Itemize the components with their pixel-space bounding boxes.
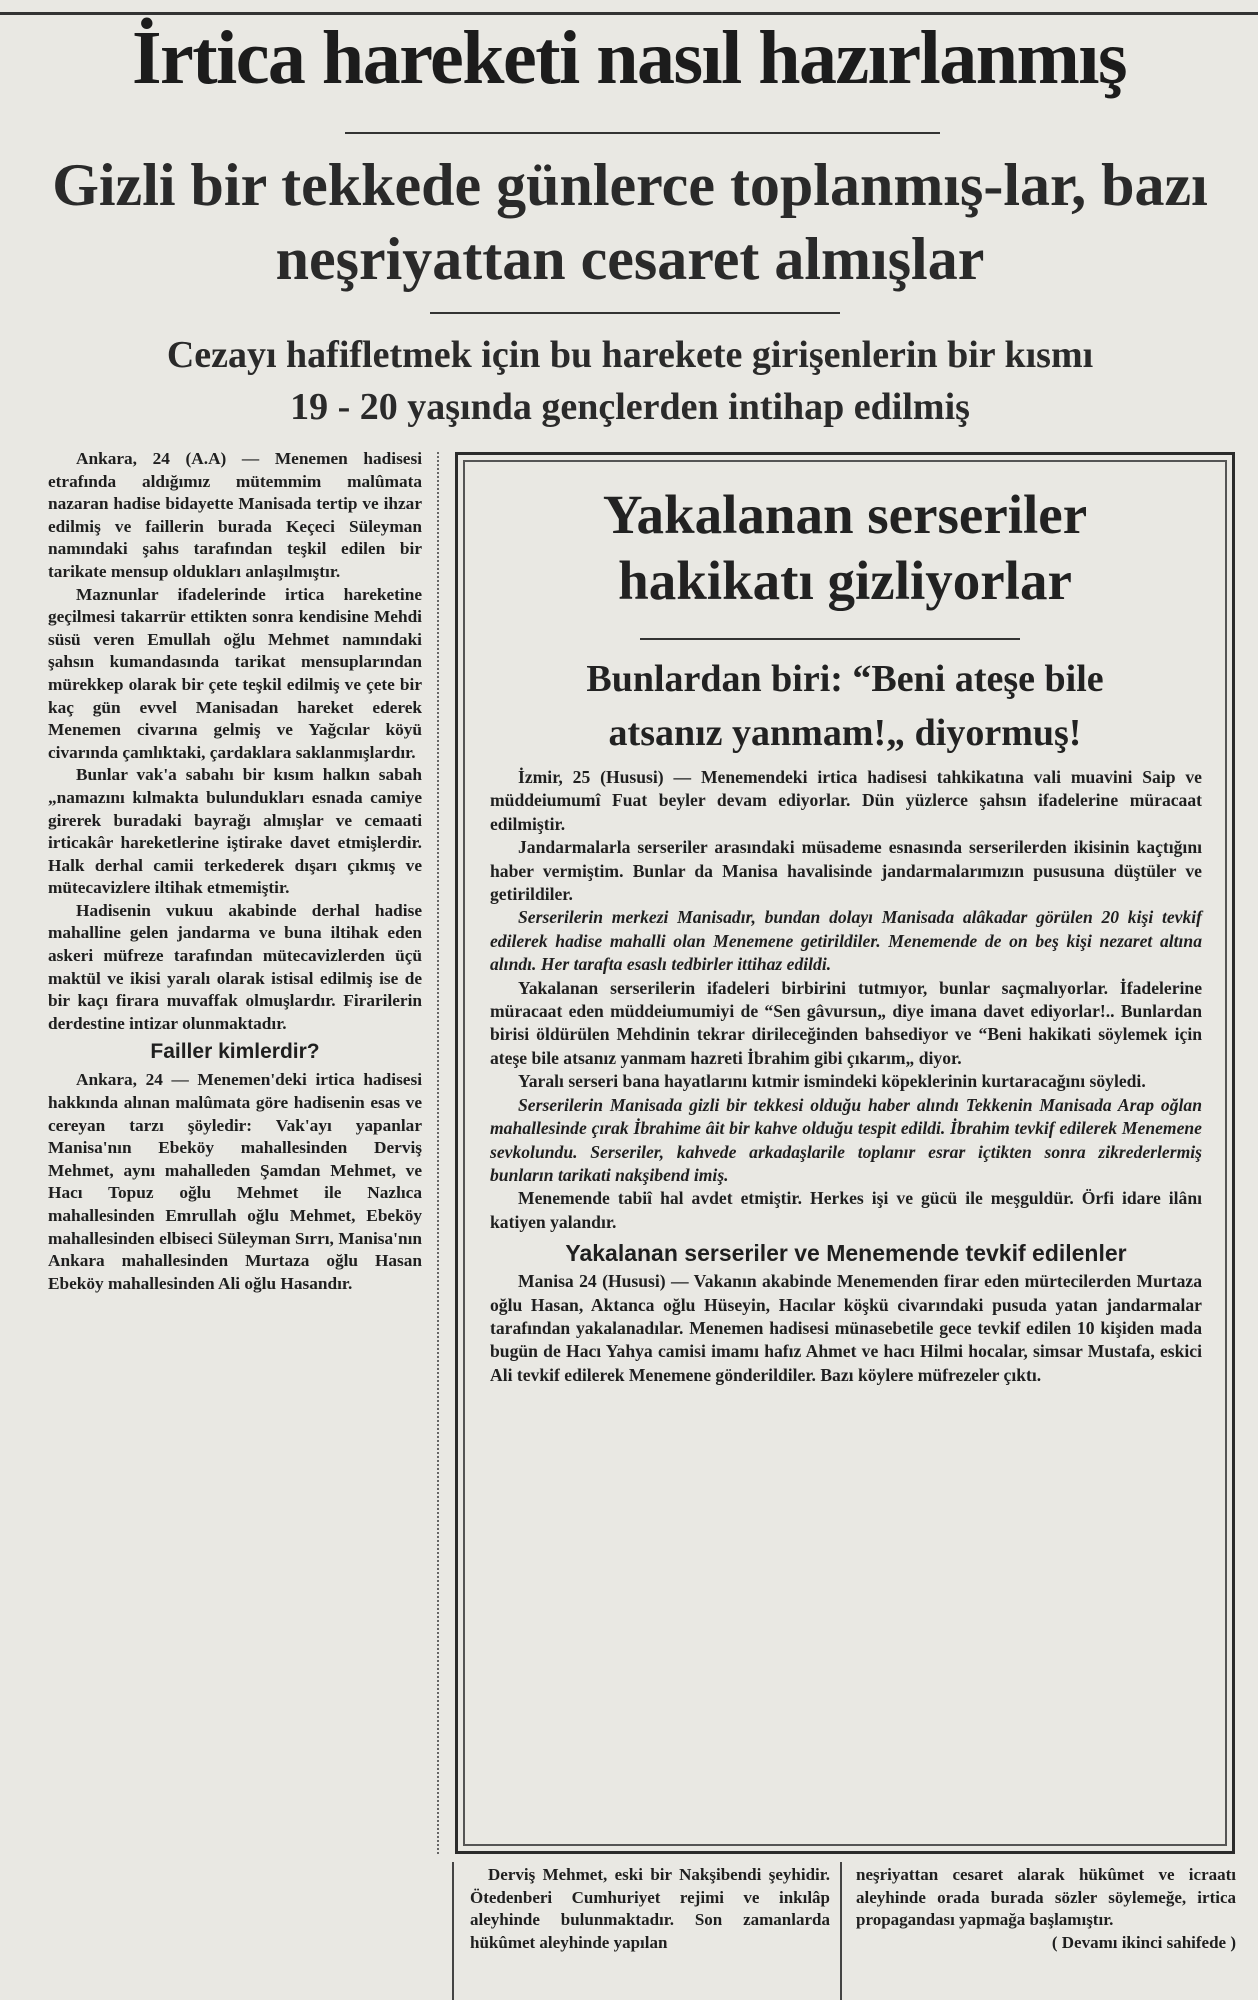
bottom-separator-left bbox=[452, 1862, 454, 2000]
article-paragraph-italic: Serserilerin merkezi Manisadır, bundan dolayı Manisada alâkadar görülen 20 kişi tevkif edilerek hadise mahalli olan Menemene getirildiler. Menemende de on beş kişi nezaret altına alındı. Her tarafta esaslı tedbirler ittihaz edildi. bbox=[490, 907, 1202, 975]
article-paragraph: Menemende tabiî hal avdet etmiştir. Herkes işi ve gücü ile meşguldür. Örfi idare ilânı katiyen yalandır. bbox=[490, 1188, 1202, 1232]
article-paragraph: İzmir, 25 (Hususi) — Menemendeki irtica hadisesi tahkikatına vali muavini Saip ve müddeiumumî Fuat beyler devam ediyorlar. Dün yüzlerce şahsın ifadelerine müracaat edilmiştir. bbox=[490, 767, 1202, 834]
column-separator bbox=[437, 452, 449, 1854]
article-paragraph: neşriyattan cesaret alarak hükûmet ve icraatı aleyhinde orada burada sözler söylemeğe, irtica propagandası yapmağa başlamıştır. bbox=[856, 1865, 1236, 1930]
tertiary-headline-line2: 19 - 20 yaşında gençlerden intihap edilmiş bbox=[290, 386, 970, 428]
divider-1 bbox=[345, 132, 940, 134]
divider-top bbox=[0, 12, 1258, 15]
box-subtitle-line2: atsanız yanmam!„ diyormuş! bbox=[608, 712, 1082, 754]
box-title-line2: hakikatı gizliyorlar bbox=[618, 550, 1072, 611]
box-subhead: Yakalanan serseriler ve Menemende tevkif edilenler bbox=[565, 1240, 1127, 1267]
article-paragraph: Bunlar vak'a sabahı bir kısım halkın sabah „namazını kılmakta bulundukları esnada camiye girerek buradaki bayrağı almışlar ve cemaati irticakâr hareketlerine iştirake davet etmişlerdir. Halk derhal camii terkederek dışarı çıkmış ve mütecavizlere iltihak etmemiştir. bbox=[48, 765, 422, 898]
divider-2 bbox=[430, 312, 840, 314]
box-subtitle bbox=[470, 652, 1220, 760]
article-paragraph: Derviş Mehmet, eski bir Nakşibendi şeyhidir. Ötedenberi Cumhuriyet rejimi ve inkılâp aleyhinde bulunmaktadır. Son zamanlarda hükûmet aleyhinde yapılan bbox=[470, 1865, 830, 1952]
box-body bbox=[490, 766, 1202, 1387]
left-subhead: Failler kimlerdir? bbox=[150, 1040, 320, 1064]
main-headline: İrtica hareketi nasıl hazırlanmış bbox=[131, 16, 1127, 100]
box-divider bbox=[640, 638, 1020, 640]
article-paragraph: Hadisenin vukuu akabinde derhal hadise mahalline gelen jandarma ve buna iltihak eden askeri müfreze tarafından mütecavizlerden üçü maktül ve ikisi yaralı olarak istisal edilmiş ise de bir kaçı firara muvaffak olmuşlardır. Firarilerin derdestine intizar olunmaktadır. bbox=[48, 900, 422, 1033]
left-column bbox=[48, 448, 422, 1295]
article-paragraph: Yaralı serseri bana hayatlarını kıtmir ismindeki köpeklerinin kurtaracağını söyledi. bbox=[518, 1071, 1146, 1092]
box-title bbox=[470, 482, 1220, 614]
box-title-line1: Yakalanan serseriler bbox=[602, 484, 1088, 545]
article-paragraph: Maznunlar ifadelerinde irtica hareketine geçilmesi takarrür ettikten sonra kendisine Mehdi süsü veren Emullah oğlu Mehmet namındaki şahsın kumandasında tarikat mensuplarından mürekkep olarak bir çete teşkil edilmiş ve çete bir kaç gün evvel Manisadan hareket ederek Menemen civarına gelmiş ve Yağcılar köyü civarında çamlıktaki, çardaklara saklanmışlardır. bbox=[48, 584, 422, 762]
article-paragraph-italic: Serserilerin Manisada gizli bir tekkesi olduğu haber alındı Tekkenin Manisada Arap oğlan mahallesinde çırak İbrahime âit bir kahve olduğu tespit edildi. İbrahim tevkif edilerek Menemene sevkolundu. Serseriler, kahvede arkadaşlarile toplanır esrar içtikten sonra zikrederlermiş bunların tarikati nakşibend imiş. bbox=[490, 1094, 1202, 1185]
article-paragraph: Yakalanan serserilerin ifadeleri birbirini tutmıyor, bunlar saçmalıyorlar. İfadelerine müracaat eden müddeiumumiyi de “Sen gâvursun„ diye imana davet ediyorlar!.. Bunlardan birisi öldürülen Mehdinin tekrar dirileceğinden bahsediyor ve “Beni hakikati söylemek için ateşe bile atsanız yanmam hazreti İbrahim gibi çıkarım„ diyor. bbox=[490, 977, 1202, 1068]
bottom-column-2 bbox=[856, 1864, 1236, 1954]
bottom-separator-right bbox=[840, 1862, 842, 2000]
article-paragraph: Manisa 24 (Hususi) — Vakanın akabinde Menemenden firar eden mürtecilerden Murtaza oğlu Hasan, Aktanca oğlu Hüseyin, Hacılar köşkü civarındaki pusuda yatan jandarmalar tarafından yakalanadılar. Menemen hadisesi münasebetile gece tevkif edilen 10 kişiden mada bugün de Hacı Yahya camisi imamı hafız Ahmet ve hacı Hilmi hocalar, simsar Mustafa, eskici Ali tevkif edilerek Menemene gönderildiler. Bazı köylere müfrezeler çıktı. bbox=[490, 1271, 1202, 1385]
tertiary-headline-line1: Cezayı hafifletmek için bu harekete girişenlerin bir kısmı bbox=[166, 334, 1094, 376]
bottom-column-1 bbox=[470, 1864, 830, 1954]
continued-notice: ( Devamı ikinci sahifede ) bbox=[1051, 1932, 1236, 1952]
article-paragraph: Jandarmalarla serseriler arasındaki müsademe esnasında serserilerden ikisinin kaçtığını haber vermiştim. Bunlar da Manisa havalisinde jandarmalarımızın pususuna düştüler ve getirildiler. bbox=[490, 837, 1202, 905]
article-paragraph: Ankara, 24 — Menemen'deki irtica hadisesi hakkında alınan malûmata göre hadisenin esas ve cereyan tarzı şöyledir: Vak'ayı yapanlar Manisa'nın Ebeköy mahallesinden Derviş Mehmet, aynı mahalleden Şamdan Mehmet, ve Hacı Topuz oğlu Mehmet ile Nazlıca mahallesinden Emrullah oğlu Mehmet, Ebeköy mahallesinden elbiseci Süleyman Sırrı, Manisa'nın Ankara mahallesinden Murtaza oğlu Hasan Ebeköy mahallesinden Ali oğlu Hasandır. bbox=[48, 1070, 422, 1293]
secondary-headline: Gizli bir tekkede günlerce toplanmış-lar, bazı neşriyattan cesaret almışlar bbox=[52, 152, 1208, 292]
box-subtitle-line1: Bunlardan biri: “Beni ateşe bile bbox=[586, 658, 1104, 700]
article-paragraph: Ankara, 24 (A.A) — Menemen hadisesi etrafında aldığımız mütemmim malûmata nazaran hadise bidayette Manisada tertip ve ihzar edilmiş ve faillerin burada Keçeci Süleyman namındaki şahıs tarafından teşkil edilen bir tarikate mensup oldukları anlaşılmıştır. bbox=[48, 449, 422, 581]
